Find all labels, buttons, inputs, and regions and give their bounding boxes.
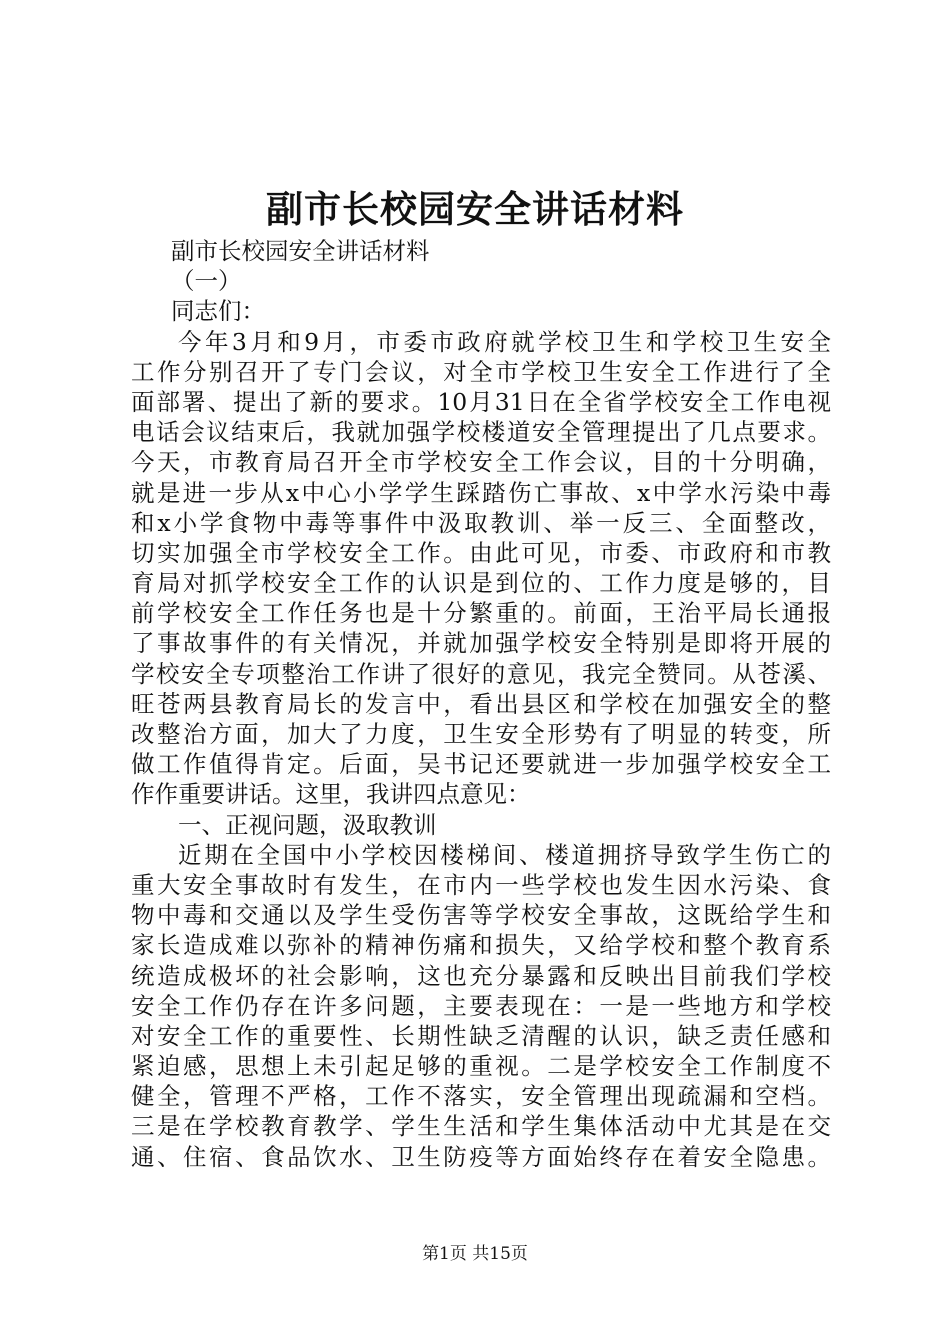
section-marker: （一） [171,267,242,296]
paragraph-line: 作作重要讲话。这里，我讲四点意见： [131,780,531,809]
paragraph-line: 通、住宿、食品饮水、卫生防疫等方面始终存在着安全隐患。 [131,1142,831,1171]
paragraph-line: 今天，市教育局召开全市学校安全工作会议，目的十分明确， [131,448,831,477]
paragraph-line: 育局对抓学校安全工作的认识是到位的、工作力度是够的，目 [131,569,831,598]
paragraph-line: 重大安全事故时有发生，在市内一些学校也发生因水污染、食 [131,870,831,899]
page-title: 副市长校园安全讲话材料 [266,187,684,231]
paragraph-line: 就是进一步从x中心小学学生踩踏伤亡事故、x中学水污染中毒 [131,478,831,507]
paragraph-line: 安全工作仍存在许多问题，主要表现在：一是一些地方和学校 [131,991,831,1020]
paragraph-2 [131,840,831,1172]
paragraph-line: 面部署、提出了新的要求。10月31日在全省学校安全工作电视 [131,387,831,416]
document-body [131,236,831,1172]
paragraph-line: 物中毒和交通以及学生受伤害等学校安全事故，这既给学生和 [131,901,831,930]
paragraph-line: 改整治方面，加大了力度，卫生安全形势有了明显的转变，所 [131,720,831,748]
page-number-footer: 第1页 共15页 [422,1244,528,1264]
paragraph-line: 和x小学食物中毒等事件中汲取教训、举一反三、全面整改， [131,508,831,537]
paragraph-line: 前学校安全工作任务也是十分繁重的。前面，王治平局长通报 [131,599,831,628]
greeting: 同志们： [171,297,265,326]
paragraph-line: 近期在全国中小学校因楼梯间、楼道拥挤导致学生伤亡的 [178,840,831,869]
paragraph-line: 做工作值得肯定。后面，吴书记还要就进一步加强学校安全工 [131,750,831,779]
section-heading: 一、正视问题，汲取教训 [178,810,437,839]
paragraph-line: 电话会议结束后，我就加强学校楼道安全管理提出了几点要求。 [131,418,831,447]
paragraph-line: 三是在学校教育教学、学生生活和学生集体活动中尤其是在交 [131,1112,831,1141]
paragraph-line: 了事故事件的有关情况，并就加强学校安全特别是即将开展的 [131,629,831,658]
paragraph-line: 对安全工作的重要性、长期性缺乏清醒的认识，缺乏责任感和 [131,1021,831,1050]
paragraph-line: 统造成极坏的社会影响，这也充分暴露和反映出目前我们学校 [131,961,831,990]
paragraph-line: 今年3月和9月，市委市政府就学校卫生和学校卫生安全 [178,327,831,356]
paragraph-line: 工作分别召开了专门会议，对全市学校卫生安全工作进行了全 [131,357,831,386]
paragraph-line: 切实加强全市学校安全工作。由此可见，市委、市政府和市教 [131,538,831,567]
subtitle: 副市长校园安全讲话材料 [171,237,430,265]
paragraph-line: 学校安全专项整治工作讲了很好的意见，我完全赞同。从苍溪、 [131,659,831,688]
paragraph-line: 紧迫感，思想上未引起足够的重视。二是学校安全工作制度不 [131,1052,831,1081]
paragraph-1 [131,327,831,810]
paragraph-line: 旺苍两县教育局长的发言中，看出县区和学校在加强安全的整 [131,689,831,718]
paragraph-line: 健全，管理不严格，工作不落实，安全管理出现疏漏和空档。 [131,1082,831,1111]
paragraph-line: 家长造成难以弥补的精神伤痛和损失，又给学校和整个教育系 [131,931,831,960]
